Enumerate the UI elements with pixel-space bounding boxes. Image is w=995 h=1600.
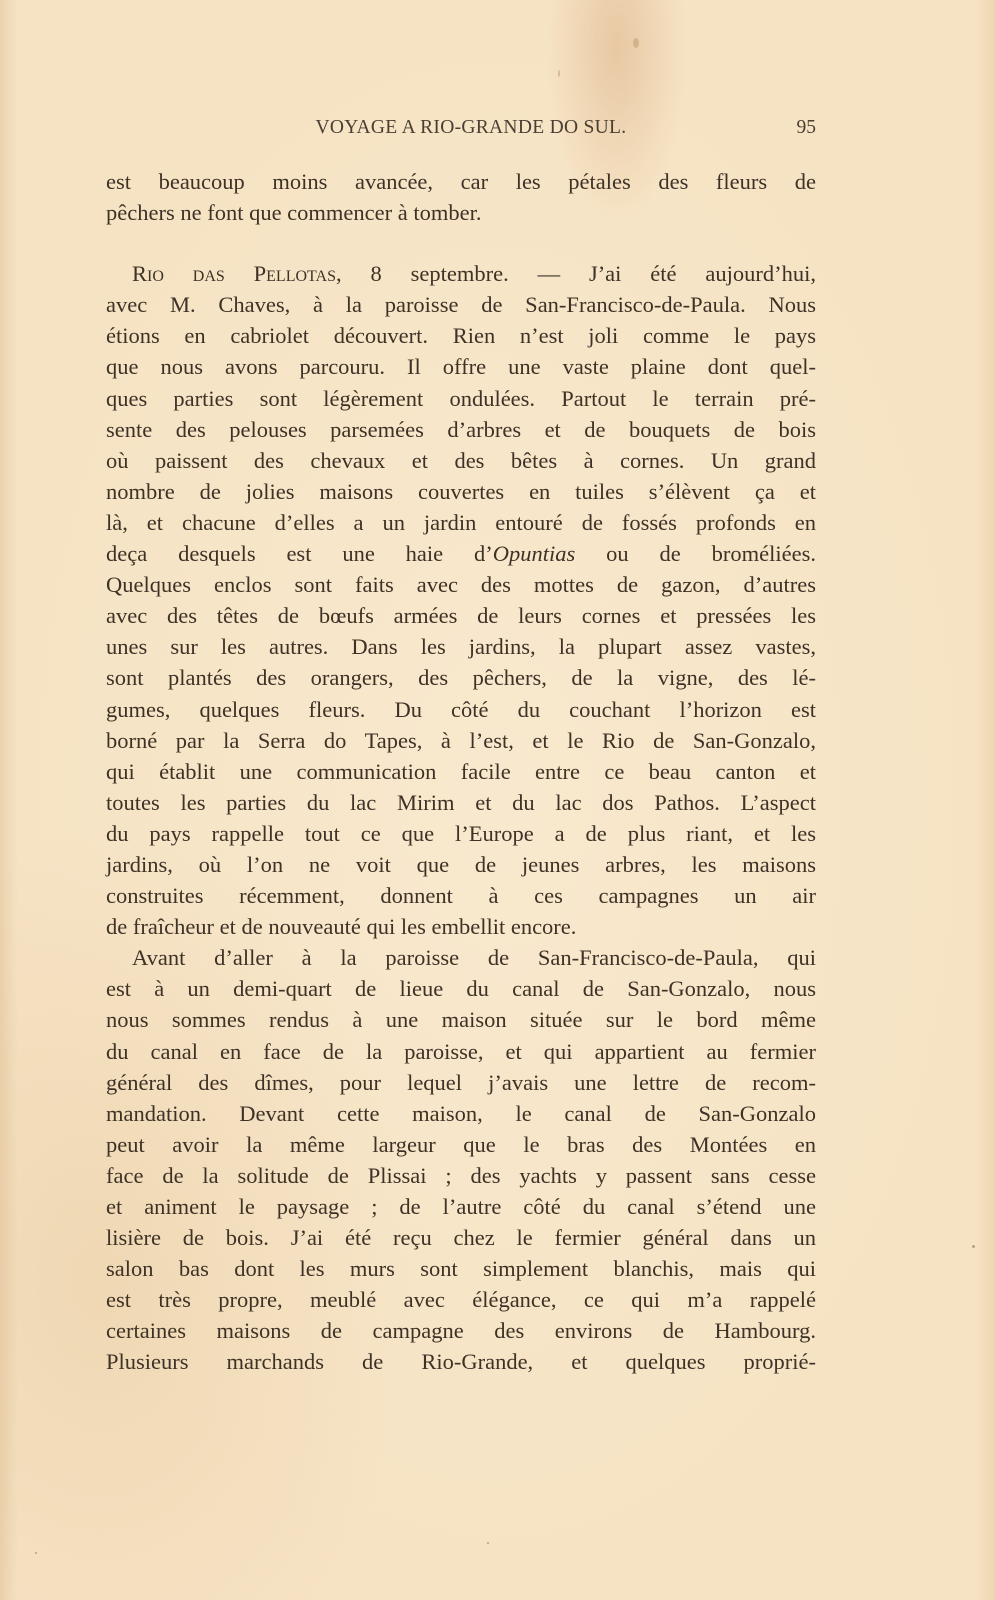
text-line: est très propre, meublé avec élégance, ce qui m’a rappelé (106, 1287, 816, 1313)
text-line: lisière de bois. J’ai été reçu chez le fermier général dans un (106, 1225, 816, 1251)
paragraph-dated-entry (106, 258, 816, 942)
dateline (106, 258, 816, 289)
text-line: sont plantés des orangers, des pêchers, de la vigne, des lé- (106, 665, 816, 691)
text-line: étions en cabriolet découvert. Rien n’est joli comme le pays (106, 323, 816, 349)
text-line-with-italic (106, 538, 816, 569)
text-line: nous sommes rendus à une maison située sur le bord même (106, 1007, 816, 1033)
text-line: avec M. Chaves, à la paroisse de San-Francisco-de-Paula. Nous (106, 292, 816, 318)
text-line: ques parties sont légèrement ondulées. Partout le terrain pré- (106, 385, 816, 411)
running-title: VOYAGE A RIO-GRANDE DO SUL. (315, 117, 627, 138)
text-line: pêchers ne font que commencer à tomber. (106, 200, 482, 226)
text-line: est beaucoup moins avancée, car les pétales des fleurs de (106, 169, 816, 194)
section-gap (106, 228, 816, 258)
text-line: borné par la Serra do Tapes, à l’est, et le Rio de San-Gonzalo, (106, 727, 816, 753)
text-line: et animent le paysage ; de l’autre côté du canal s’étend une (106, 1194, 816, 1219)
text-segment: deça desquels est une haie d’ (106, 541, 493, 567)
running-head (106, 117, 816, 147)
paper-speck (558, 70, 560, 77)
text-line: du pays rappelle tout ce que l’Europe a de plus riant, et les (106, 820, 816, 846)
text-line: construites récemment, donnent à ces campagnes un air (106, 883, 816, 909)
text-line: mandation. Devant cette maison, le canal de San-Gonzalo (106, 1100, 816, 1126)
text-line: que nous avons parcouru. Il offre une vaste plaine dont quel- (106, 354, 816, 380)
paper-speck (35, 1552, 37, 1554)
text-segment: ou de broméliées. (575, 541, 816, 567)
text-line: unes sur les autres. Dans les jardins, la plupart assez vastes, (106, 634, 816, 660)
text-line: face de la solitude de Plissai ; des yachts y passent sans cesse (106, 1162, 816, 1188)
text-line: jardins, où l’on ne voit que de jeunes arbres, les maisons (106, 851, 816, 877)
text-line: qui établit une communication facile entre ce beau canton et (106, 758, 816, 784)
text-line: gumes, quelques fleurs. Du côté du couchant l’horizon est (106, 696, 816, 722)
text-line: Avant d’aller à la paroisse de San-Francisco-de-Paula, qui (132, 945, 816, 971)
page-number: 95 (796, 117, 816, 138)
text-line: est à un demi-quart de lieue du canal de San-Gonzalo, nous (106, 976, 816, 1002)
paper-speck (633, 38, 639, 48)
text-line: nombre de jolies maisons couvertes en tuiles s’élèvent ça et (106, 478, 816, 504)
body-text (106, 166, 816, 1378)
text-line: certaines maisons de campagne des environs de Hambourg. (106, 1318, 816, 1344)
dateline-place: Rio das Pellotas (132, 261, 336, 287)
paragraph-continuation (106, 166, 816, 228)
text-line: de fraîcheur et de nouveauté qui les embellit encore. (106, 914, 577, 940)
text-line: où paissent des chevaux et des bêtes à cornes. Un grand (106, 447, 816, 473)
text-line: peut avoir la même largeur que le bras des Montées en (106, 1131, 816, 1157)
text-line: Quelques enclos sont faits avec des mottes de gazon, d’autres (106, 572, 816, 598)
paper-speck (487, 1542, 489, 1544)
dateline-date: , 8 septembre. — J’ai été aujourd’hui, (335, 261, 816, 287)
paper-speck (972, 1245, 975, 1248)
text-line: Plusieurs marchands de Rio-Grande, et quelques proprié- (106, 1349, 816, 1375)
text-line: là, et chacune d’elles a un jardin entouré de fossés profonds en (106, 509, 816, 535)
paragraph (106, 942, 816, 1377)
text-line: avec des têtes de bœufs armées de leurs cornes et pressées les (106, 603, 816, 629)
text-line: salon bas dont les murs sont simplement blanchis, mais qui (106, 1256, 816, 1282)
text-line: sente des pelouses parsemées d’arbres et de bouquets de bois (106, 416, 816, 442)
text-line: général des dîmes, pour lequel j’avais une lettre de recom- (106, 1069, 816, 1095)
italic-term-opuntias: Opuntias (492, 541, 576, 567)
text-line: du canal en face de la paroisse, et qui appartient au fermier (106, 1038, 816, 1064)
text-line: toutes les parties du lac Mirim et du lac dos Pathos. L’aspect (106, 789, 816, 815)
